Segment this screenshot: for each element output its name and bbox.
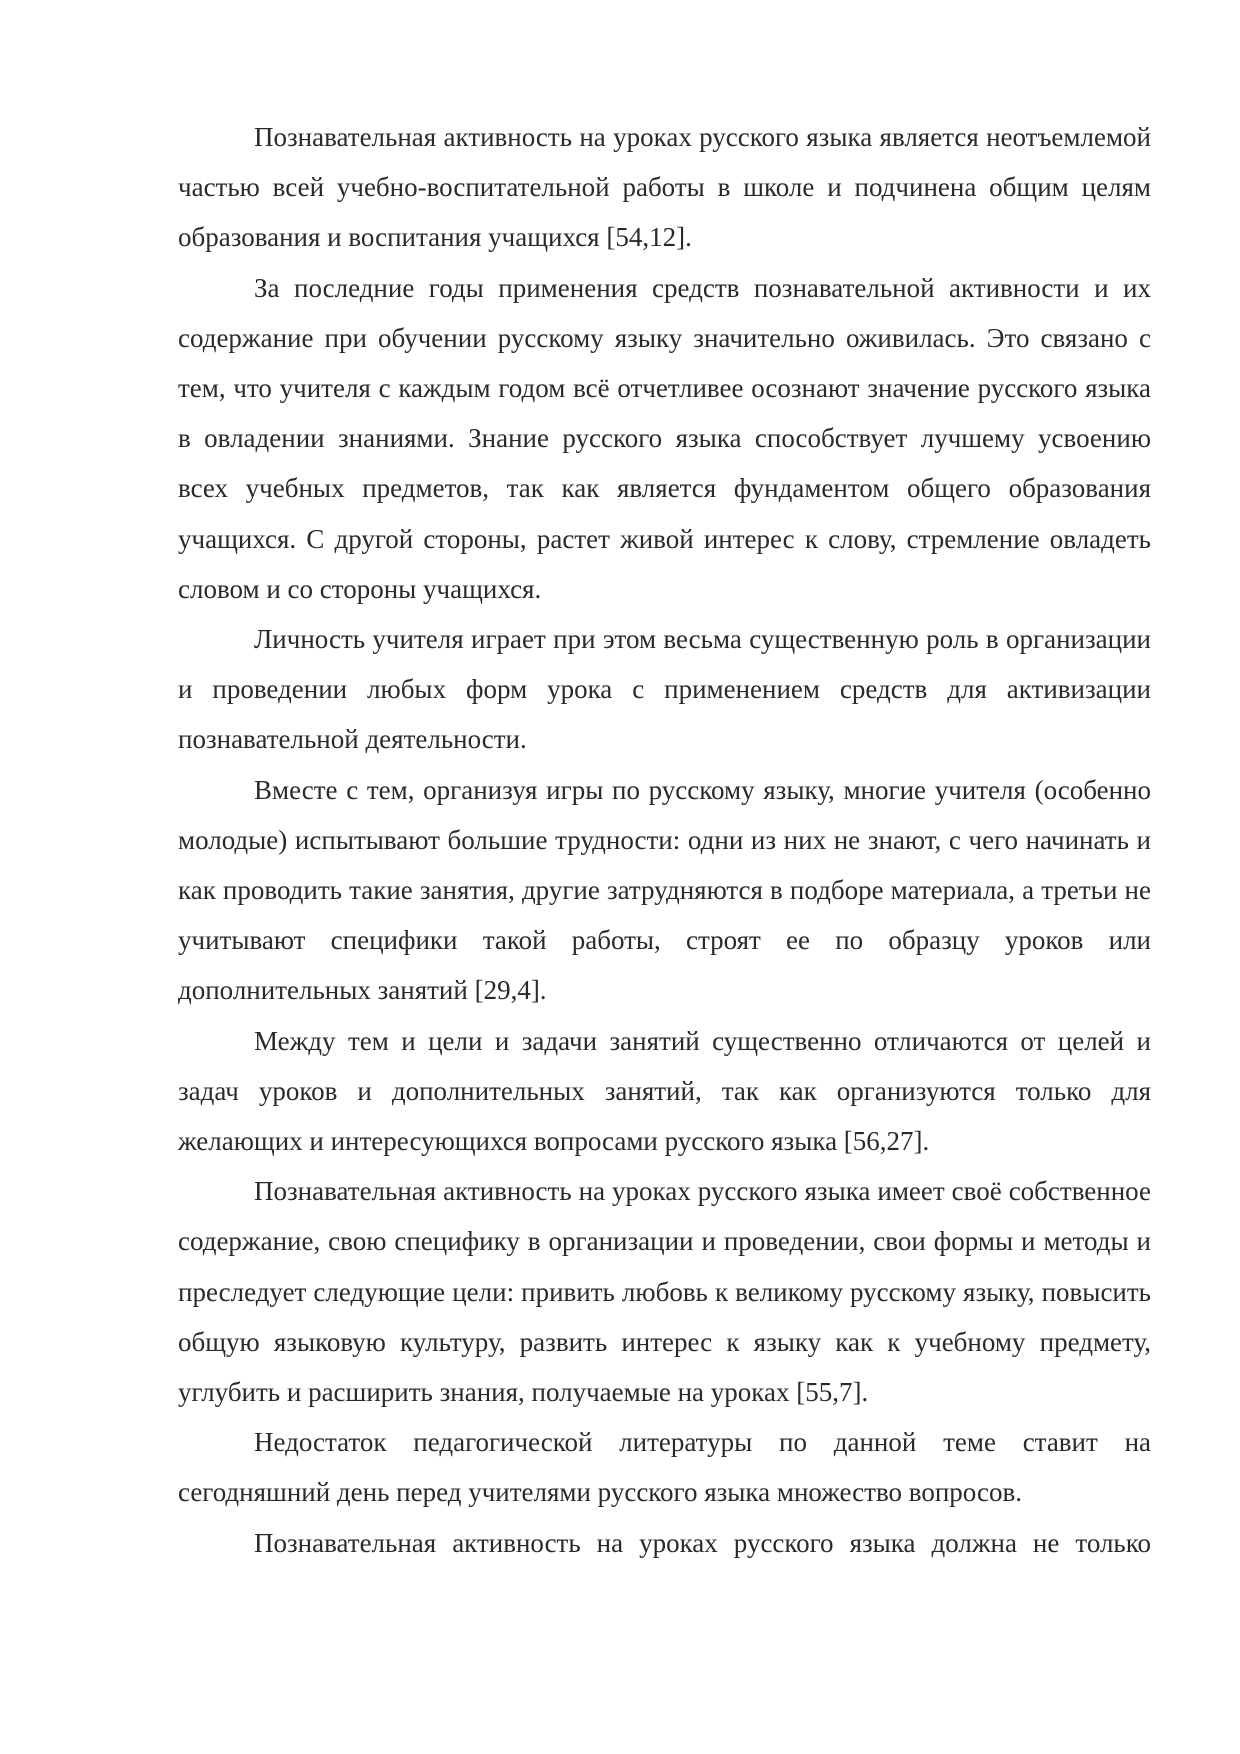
paragraph-1: Познавательная активность на уроках русского языка является неотъемлемой частью всей учебно-воспитательной работы в школе и подчинена общим целям образования и воспитания учащихся [54,12]. (178, 122, 1151, 253)
paragraph-8: Познавательная активность на уроках русского языка должна не только (254, 1527, 1151, 1558)
paragraph-3: Личность учителя играет при этом весьма существенную роль в организации и проведении любых форм урока с применением средств для активизации познавательной деятельности. (178, 624, 1151, 755)
paragraph-4: Вместе с тем, организуя игры по русскому языку, многие учителя (особенно молодые) испытывают большие трудности: одни из них не знают, с чего начинать и как проводить такие занятия, другие затрудняются в подборе материала, а третьи не учитывают специфики такой работы, строят ее по образцу уроков или дополнительных занятий [29,4]. (178, 774, 1151, 1006)
paragraph-7: Недостаток педагогической литературы по данной теме ставит на сегодняшний день перед учителями русского языка множество вопросов. (178, 1427, 1151, 1508)
document-body (178, 112, 1151, 1568)
paragraph-6: Познавательная активность на уроках русского языка имеет своё собственное содержание, свою специфику в организации и проведении, свои формы и методы и преследует следующие цели: привить любовь к великому русскому языку, повысить общую языковую культуру, развить интерес к языку как к учебному предмету, углубить и расширить знания, получаемые на уроках [55,7]. (178, 1176, 1151, 1408)
paragraph-5: Между тем и цели и задачи занятий существенно отличаются от целей и задач уроков и дополнительных занятий, так как организуются только для желающих и интересующихся вопросами русского языка [56,27]. (178, 1025, 1151, 1157)
paragraph-2: За последние годы применения средств познавательной активности и их содержание при обучении русскому языку значительно оживилась. Это связано с тем, что учителя с каждым годом всё отчетливее осознают значение русского языка в овладении знаниями. Знание русского языка способствует лучшему усвоению всех учебных предметов, так как является фундаментом общего образования учащихся. С другой стороны, растет живой интерес к слову, стремление овладеть словом и со стороны учащихся. (178, 272, 1151, 604)
